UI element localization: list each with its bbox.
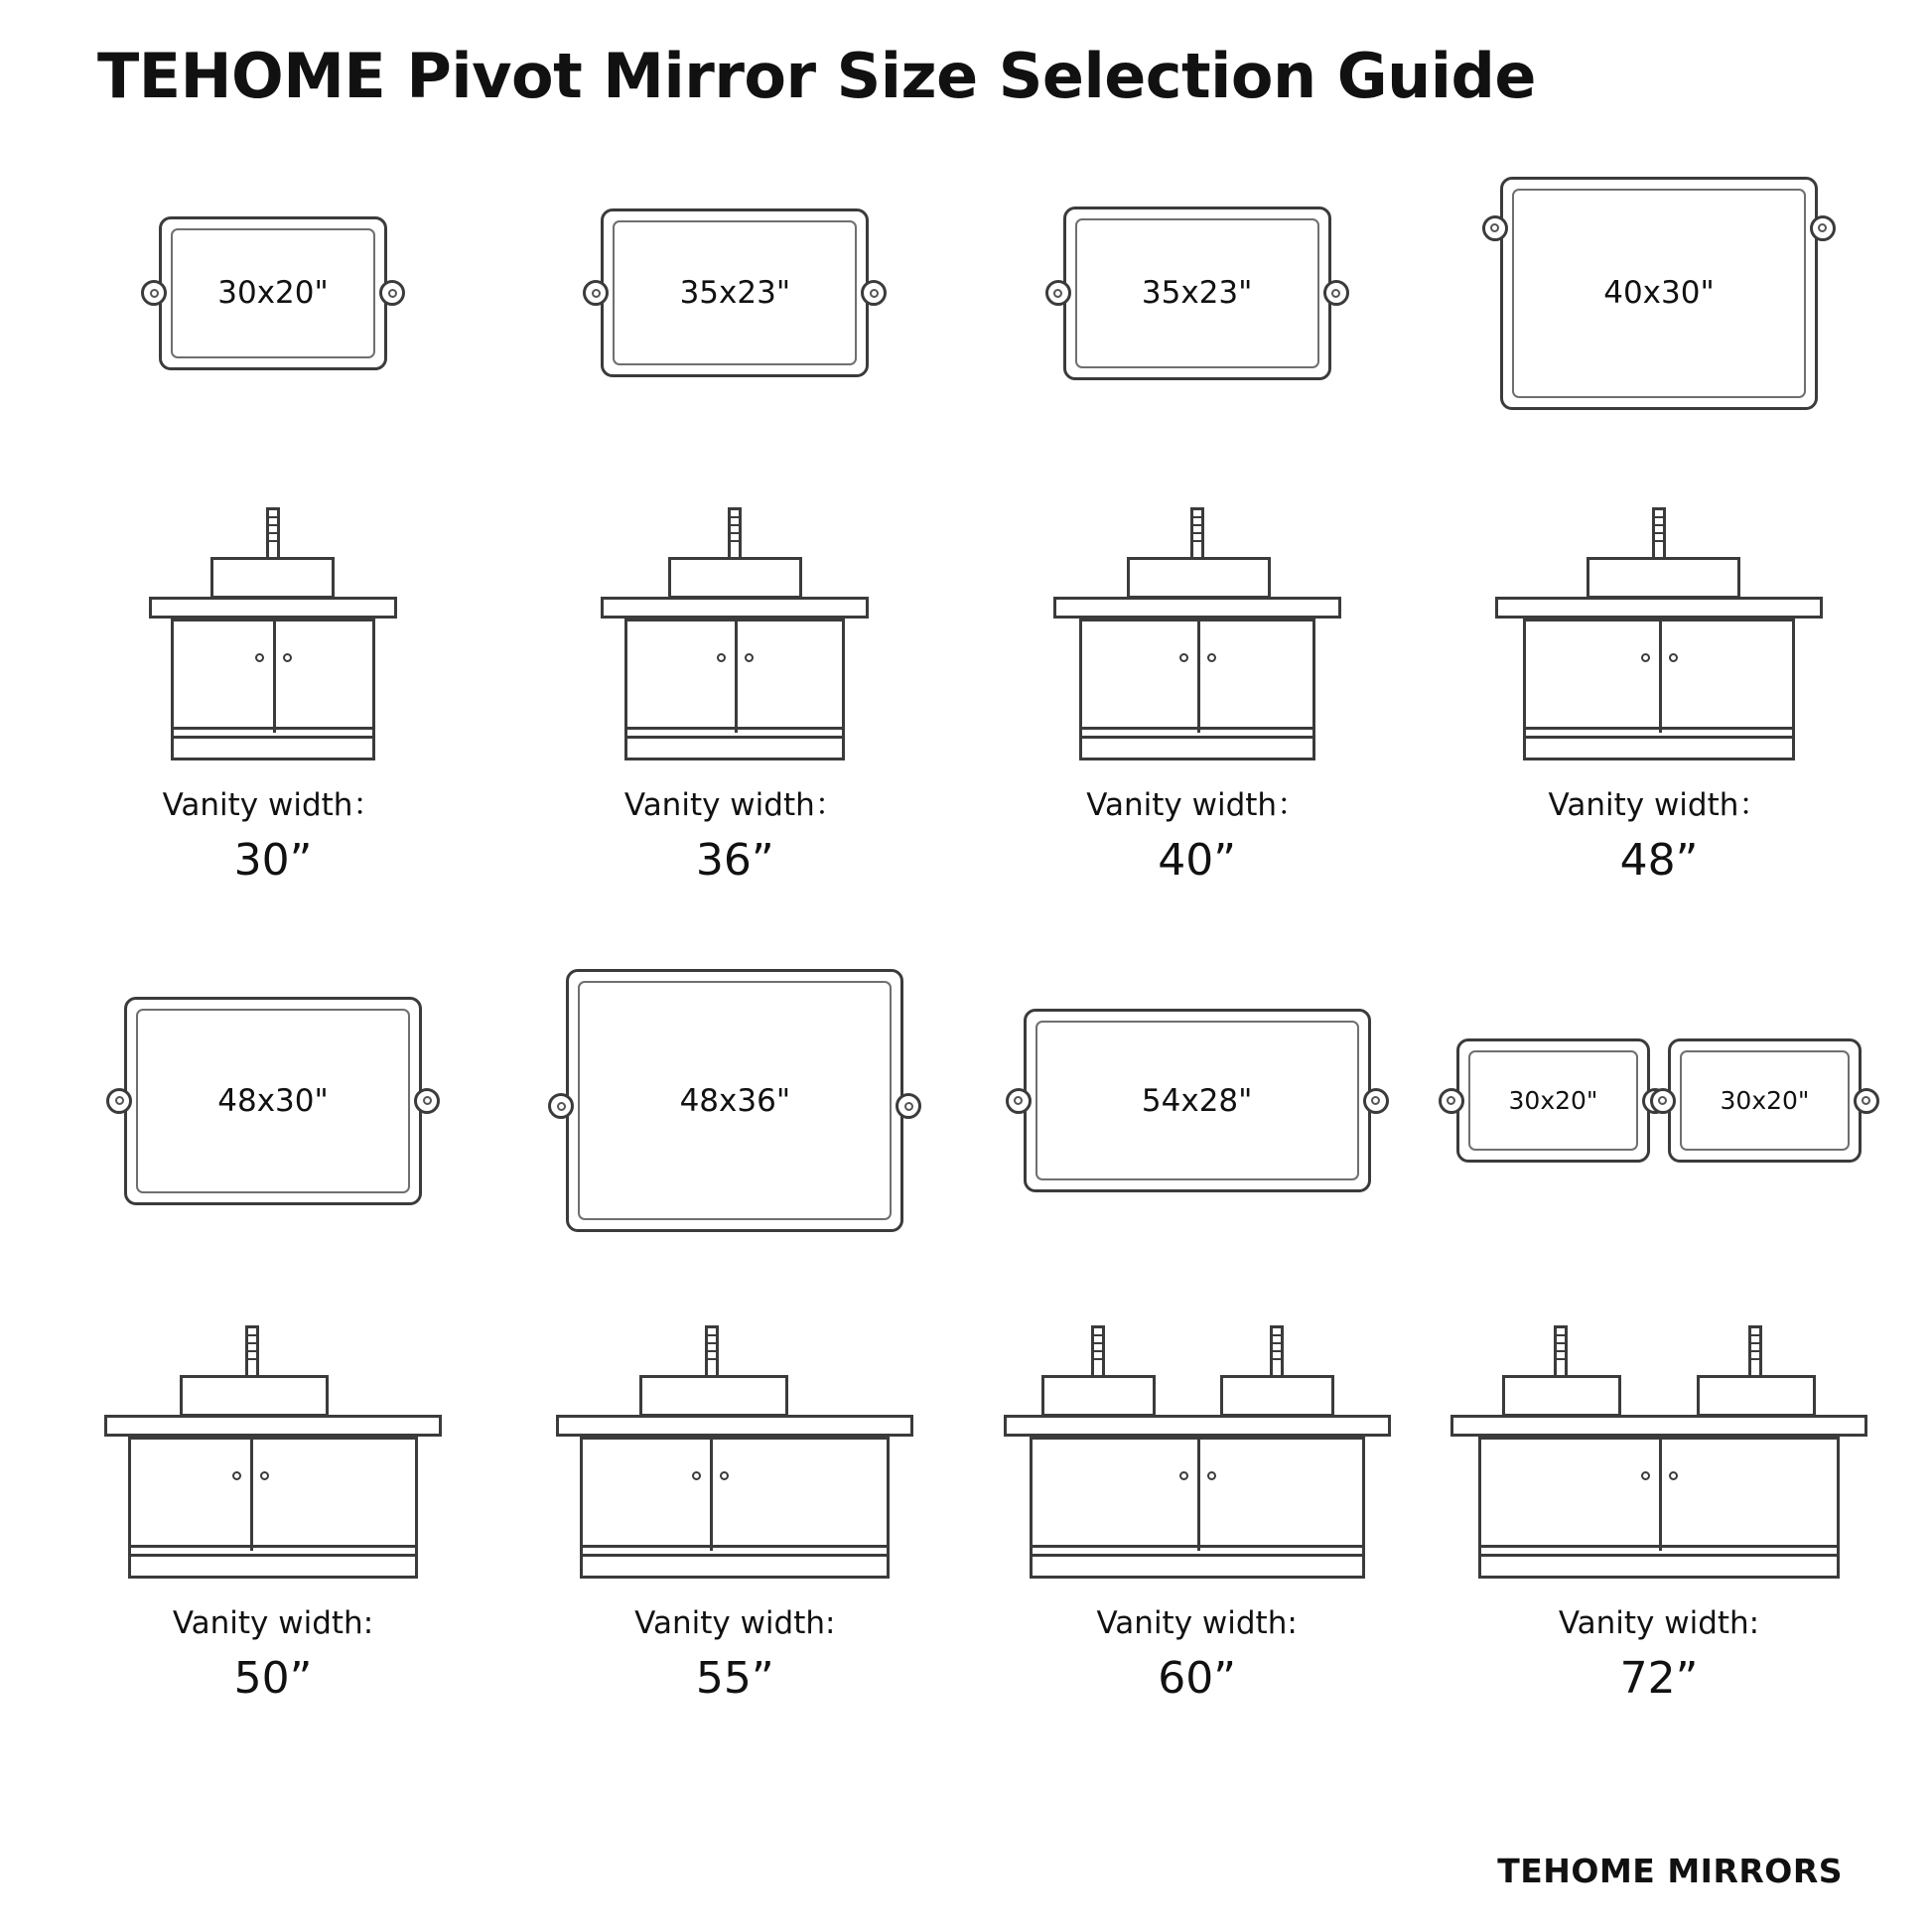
pivot-mirror xyxy=(601,208,869,377)
pivot-hinge-right-icon xyxy=(1323,280,1349,306)
vanity-area xyxy=(984,1281,1411,1579)
vanity-area xyxy=(60,1281,486,1579)
vanity-caption xyxy=(634,1604,835,1706)
pivot-hinge-left-icon xyxy=(548,1093,574,1119)
pivot-mirror xyxy=(124,997,422,1205)
pivot-hinge-left-icon xyxy=(583,280,609,306)
vanity-caption xyxy=(1097,1604,1298,1706)
vanity-width-value: 55” xyxy=(695,1652,774,1704)
vanity-leg-right xyxy=(1312,619,1315,760)
guide-cell-50 xyxy=(60,947,486,1706)
vanity-floor-line xyxy=(624,758,845,760)
vanity-floor-line xyxy=(1079,758,1315,760)
vanity-floor-line xyxy=(128,1576,418,1579)
pivot-hinge-left-icon xyxy=(1439,1088,1464,1114)
size-guide-grid xyxy=(0,149,1932,1706)
cabinet-knob-left xyxy=(692,1471,701,1480)
vanity-width-value: 60” xyxy=(1158,1652,1237,1704)
mirror-size-label: 40x30" xyxy=(1603,275,1715,311)
vanity-width-label: Vanity width: xyxy=(172,1604,374,1641)
vanity-single xyxy=(149,497,397,760)
vanity-caption xyxy=(1549,786,1770,888)
vanity-single xyxy=(556,1315,913,1579)
vanity-width-value: 30” xyxy=(233,834,313,886)
cabinet-door-split xyxy=(273,621,276,733)
cabinet-knob-left xyxy=(1179,653,1188,662)
pivot-hinge-right-icon xyxy=(379,280,405,306)
vanity-width-value: 48” xyxy=(1619,834,1699,886)
mirror-size-label: 48x30" xyxy=(217,1082,329,1119)
cabinet-knob-right xyxy=(745,653,754,662)
cabinet-door-split xyxy=(1197,621,1200,733)
cabinet-knob-left xyxy=(255,653,264,662)
mirror-size-label: 30x20" xyxy=(1508,1086,1598,1116)
sink-basin xyxy=(1587,557,1740,599)
vanity-cabinet xyxy=(1523,619,1795,730)
cabinet-knob-left xyxy=(1641,1471,1650,1480)
vanity-leg-left xyxy=(1523,619,1526,760)
vanity-area xyxy=(521,463,948,760)
sink-basin xyxy=(639,1375,788,1417)
vanity-leg-left xyxy=(1478,1437,1481,1579)
vanity-leg-left xyxy=(128,1437,131,1579)
cabinet-knob-right xyxy=(283,653,292,662)
vanity-single xyxy=(1495,497,1823,760)
pivot-hinge-right-icon xyxy=(1854,1088,1879,1114)
guide-cell-60 xyxy=(984,947,1411,1706)
pivot-hinge-left-icon xyxy=(141,280,167,306)
vanity-apron xyxy=(1030,1554,1365,1557)
cabinet-knob-right xyxy=(1207,653,1216,662)
vanity-caption xyxy=(1559,1604,1759,1706)
sink-basin-left xyxy=(1502,1375,1621,1417)
vanity-leg-right xyxy=(415,1437,418,1579)
vanity-cabinet xyxy=(171,619,375,730)
vanity-countertop xyxy=(1053,597,1341,619)
guide-row-1 xyxy=(0,149,1932,888)
pivot-mirror-right xyxy=(1668,1038,1862,1163)
vanity-leg-right xyxy=(842,619,845,760)
vanity-cabinet xyxy=(1478,1437,1840,1548)
mirror-area xyxy=(1446,149,1872,437)
vanity-apron xyxy=(1079,736,1315,739)
cabinet-door-split xyxy=(1197,1440,1200,1551)
vanity-apron xyxy=(624,736,845,739)
cabinet-knob-right xyxy=(720,1471,729,1480)
vanity-single xyxy=(601,497,869,760)
pivot-hinge-left-icon xyxy=(106,1088,132,1114)
vanity-caption xyxy=(163,786,384,888)
pivot-hinge-left-icon xyxy=(1006,1088,1032,1114)
mirror-size-label: 54x28" xyxy=(1141,1082,1253,1119)
pivot-hinge-left-icon xyxy=(1045,280,1071,306)
pivot-hinge-left-icon xyxy=(1482,215,1508,241)
mirror-area xyxy=(60,149,486,437)
sink-basin xyxy=(1127,557,1271,599)
pivot-mirror xyxy=(1500,177,1818,410)
vanity-width-label: Vanity width： xyxy=(1086,787,1309,823)
cabinet-knob-right xyxy=(1207,1471,1216,1480)
guide-cell-30 xyxy=(60,149,486,888)
vanity-leg-left xyxy=(171,619,174,760)
vanity-floor-line xyxy=(1523,758,1795,760)
vanity-apron xyxy=(1478,1554,1840,1557)
vanity-leg-left xyxy=(1079,619,1082,760)
cabinet-knob-right xyxy=(1669,653,1678,662)
vanity-cabinet xyxy=(580,1437,890,1548)
pivot-mirror xyxy=(1063,207,1331,380)
vanity-width-label: Vanity width: xyxy=(634,1604,836,1641)
cabinet-knob-left xyxy=(717,653,726,662)
vanity-width-value: 50” xyxy=(233,1652,313,1704)
pivot-hinge-right-icon xyxy=(861,280,887,306)
vanity-area xyxy=(1446,463,1872,760)
cabinet-knob-left xyxy=(1641,653,1650,662)
mirror-size-label: 30x20" xyxy=(1720,1086,1810,1116)
vanity-cabinet xyxy=(624,619,845,730)
vanity-width-label: Vanity width: xyxy=(1096,1604,1298,1641)
guide-cell-48 xyxy=(1446,149,1872,888)
vanity-apron xyxy=(171,736,375,739)
vanity-apron xyxy=(1523,736,1795,739)
guide-cell-55 xyxy=(521,947,948,1706)
vanity-countertop xyxy=(104,1415,442,1437)
vanity-floor-line xyxy=(1478,1576,1840,1579)
vanity-floor-line xyxy=(171,758,375,760)
vanity-floor-line xyxy=(1030,1576,1365,1579)
vanity-apron xyxy=(580,1554,890,1557)
vanity-leg-left xyxy=(1030,1437,1033,1579)
vanity-caption xyxy=(624,786,846,888)
mirror-area xyxy=(521,947,948,1255)
vanity-leg-left xyxy=(624,619,627,760)
cabinet-knob-left xyxy=(1179,1471,1188,1480)
vanity-area xyxy=(1446,1281,1872,1579)
mirror-area xyxy=(984,149,1411,437)
sink-basin xyxy=(210,557,335,599)
vanity-width-value: 72” xyxy=(1619,1652,1699,1704)
vanity-leg-right xyxy=(1362,1437,1365,1579)
vanity-width-value: 36” xyxy=(695,834,774,886)
guide-cell-72 xyxy=(1446,947,1872,1706)
vanity-single xyxy=(104,1315,442,1579)
vanity-width-label: Vanity width： xyxy=(162,787,384,823)
vanity-countertop xyxy=(1004,1415,1391,1437)
vanity-floor-line xyxy=(580,1576,890,1579)
pivot-mirror xyxy=(1024,1009,1371,1192)
vanity-cabinet xyxy=(1030,1437,1365,1548)
brand-footer: TEHOME MIRRORS xyxy=(1497,1852,1843,1890)
vanity-leg-right xyxy=(887,1437,890,1579)
vanity-width-label: Vanity width: xyxy=(1558,1604,1760,1641)
vanity-double xyxy=(1004,1315,1391,1579)
cabinet-door-split xyxy=(1659,621,1662,733)
vanity-apron xyxy=(128,1554,418,1557)
mirror-size-label: 30x20" xyxy=(217,275,329,311)
vanity-width-label: Vanity width： xyxy=(1548,787,1770,823)
vanity-countertop xyxy=(601,597,869,619)
mirror-area xyxy=(60,947,486,1255)
pivot-mirror xyxy=(566,969,903,1232)
pivot-mirror xyxy=(159,216,387,370)
mirror-size-label: 48x36" xyxy=(679,1082,791,1119)
mirror-size-label: 35x23" xyxy=(679,275,791,311)
vanity-caption xyxy=(173,1604,373,1706)
vanity-countertop xyxy=(1450,1415,1867,1437)
cabinet-knob-right xyxy=(1669,1471,1678,1480)
cabinet-knob-right xyxy=(260,1471,269,1480)
mirror-area xyxy=(984,947,1411,1255)
vanity-area xyxy=(984,463,1411,760)
vanity-area xyxy=(60,463,486,760)
pivot-hinge-right-icon xyxy=(896,1093,921,1119)
pivot-mirror-left xyxy=(1456,1038,1650,1163)
cabinet-door-split xyxy=(710,1440,713,1551)
vanity-leg-right xyxy=(1792,619,1795,760)
cabinet-door-split xyxy=(735,621,738,733)
page-title: TEHOME Pivot Mirror Size Selection Guide xyxy=(97,40,1536,112)
vanity-countertop xyxy=(556,1415,913,1437)
vanity-leg-right xyxy=(1837,1437,1840,1579)
cabinet-door-split xyxy=(250,1440,253,1551)
vanity-double xyxy=(1450,1315,1867,1579)
guide-row-2 xyxy=(0,947,1932,1706)
sink-basin xyxy=(180,1375,329,1417)
vanity-leg-right xyxy=(372,619,375,760)
pivot-hinge-right-icon xyxy=(1810,215,1836,241)
guide-cell-36 xyxy=(521,149,948,888)
guide-cell-40 xyxy=(984,149,1411,888)
sink-basin xyxy=(668,557,802,599)
pivot-mirror-pair xyxy=(1456,1038,1862,1163)
cabinet-knob-left xyxy=(232,1471,241,1480)
vanity-area xyxy=(521,1281,948,1579)
mirror-area xyxy=(521,149,948,437)
vanity-countertop xyxy=(1495,597,1823,619)
pivot-hinge-left-icon xyxy=(1650,1088,1676,1114)
vanity-cabinet xyxy=(1079,619,1315,730)
vanity-single xyxy=(1053,497,1341,760)
mirror-area xyxy=(1446,947,1872,1255)
pivot-hinge-right-icon xyxy=(414,1088,440,1114)
vanity-width-value: 40” xyxy=(1158,834,1237,886)
vanity-leg-left xyxy=(580,1437,583,1579)
mirror-size-label: 35x23" xyxy=(1141,275,1253,311)
sink-basin-right xyxy=(1697,1375,1816,1417)
cabinet-door-split xyxy=(1659,1440,1662,1551)
vanity-caption xyxy=(1086,786,1308,888)
vanity-width-label: Vanity width： xyxy=(623,787,846,823)
vanity-countertop xyxy=(149,597,397,619)
sink-basin-left xyxy=(1041,1375,1156,1417)
pivot-hinge-right-icon xyxy=(1363,1088,1389,1114)
vanity-cabinet xyxy=(128,1437,418,1548)
sink-basin-right xyxy=(1220,1375,1334,1417)
